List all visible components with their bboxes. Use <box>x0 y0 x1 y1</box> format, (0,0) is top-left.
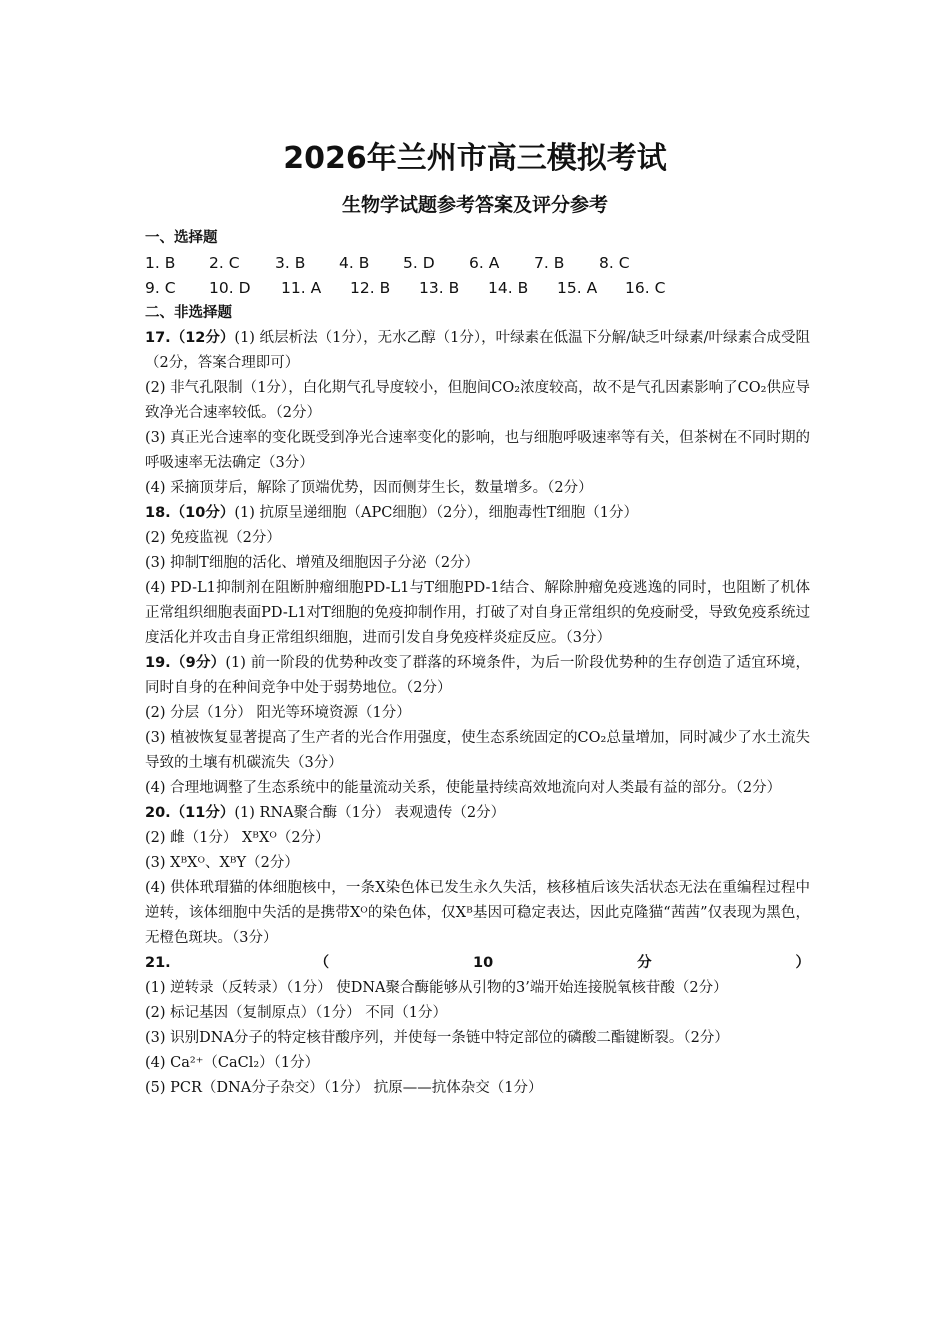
answer-text: (1) 抗原呈递细胞（APC细胞）（2分），细胞毒性T细胞（1分） <box>234 505 638 521</box>
choice-answer: 14. B <box>488 279 529 297</box>
question-number: 18.（10分） <box>145 505 235 521</box>
question-number: 21.（10分） <box>145 955 810 971</box>
section-heading-nonchoice: 二、非选择题 <box>145 305 232 321</box>
choice-answer: 13. B <box>419 279 460 297</box>
choice-answer: 16. C <box>625 279 666 297</box>
question-20-part-1 <box>145 801 810 826</box>
question-21-part-2: (2) 标记基因（复制原点）（1分） 不同（1分） <box>145 1005 447 1021</box>
choice-answer: 12. B <box>350 279 391 297</box>
question-21-part-5: (5) PCR（DNA分子杂交）（1分） 抗原——抗体杂交（1分） <box>145 1080 543 1096</box>
choice-answer: 7. B <box>534 254 565 272</box>
choice-answer: 6. A <box>469 254 500 272</box>
answer-content <box>145 226 810 1101</box>
answer-text: (1) 纸层析法（1分），无水乙醇（1分），叶绿素在低温下分解/缺乏叶绿素/叶绿素合成受阻（2分，答案合理即可） <box>145 330 810 371</box>
question-number: 17.（12分） <box>145 330 235 346</box>
choice-answer: 11. A <box>281 279 322 297</box>
answer-text: (1) RNA聚合酶（1分） 表观遗传（2分） <box>234 805 506 821</box>
question-18-part-4: (4) PD-L1抑制剂在阻断肿瘤细胞PD-L1与T细胞PD-1结合、解除肿瘤免疫逃逸的同时，也阻断了机体正常组织细胞表面PD-L1对T细胞的免疫抑制作用，打破了对自身正常组织的免疫耐受，导致免疫系统过度活化并攻击自身正常组织细胞，进而引发自身免疫样炎症反应。（3分） <box>145 580 810 646</box>
choice-answer: 9. C <box>145 279 176 297</box>
page-subtitle: 生物学试题参考答案及评分参考 <box>341 194 608 216</box>
question-18-part-3: (3) 抑制T细胞的活化、增殖及细胞因子分泌（2分） <box>145 555 480 571</box>
question-20-part-4: (4) 供体玳瑁猫的体细胞核中，一条X染色体已发生永久失活，核移植后该失活状态无法在重编程过程中逆转，该体细胞中失活的是携带Xᴼ的染色体，仅Xᴮ基因可稳定表达，因此克隆猫“茜茜”仅表现为黑色，无橙色斑块。（3分） <box>145 880 810 946</box>
question-17-part-2: (2) 非气孔限制（1分），白化期气孔导度较小，但胞间CO₂浓度较高，故不是气孔因素影响了CO₂供应导致净光合速率较低。（2分） <box>145 380 810 421</box>
question-20-part-2: (2) 雌（1分） XᴮXᴼ（2分） <box>145 830 330 846</box>
choice-answer: 3. B <box>275 254 306 272</box>
choice-answer: 5. D <box>403 254 435 272</box>
question-19-part-2: (2) 分层（1分） 阳光等环境资源（1分） <box>145 705 411 721</box>
answer-text: (1) 逆转录（反转录）（1分） 使DNA聚合酶能够从引物的3’端开始连接脱氧核苷酸（2分） <box>145 980 728 996</box>
choice-answer: 1. B <box>145 254 176 272</box>
question-17-part-3: (3) 真正光合速率的变化既受到净光合速率变化的影响，也与细胞呼吸速率等有关，但茶树在不同时期的呼吸速率无法确定（3分） <box>145 430 810 471</box>
choice-answer: 15. A <box>557 279 598 297</box>
question-18-part-1 <box>145 501 810 526</box>
question-number: 20.（11分） <box>145 805 235 821</box>
question-19-part-3: (3) 植被恢复显著提高了生产者的光合作用强度，使生态系统固定的CO₂总量增加，同时减少了水土流失导致的土壤有机碳流失（3分） <box>145 730 810 771</box>
question-number: 19.（9分） <box>145 655 226 671</box>
question-21-part-3: (3) 识别DNA分子的特定核苷酸序列，并使每一条链中特定部位的磷酸二酯键断裂。（2分） <box>145 1030 729 1046</box>
question-17-part-4: (4) 采摘顶芽后，解除了顶端优势，因而侧芽生长，数量增多。（2分） <box>145 480 593 496</box>
question-18-part-2: (2) 免疫监视（2分） <box>145 530 281 546</box>
question-21-part-1 <box>145 951 810 1001</box>
choice-answer: 4. B <box>339 254 370 272</box>
question-17-part-1 <box>145 326 810 376</box>
question-21-part-4: (4) Ca²⁺（CaCl₂）（1分） <box>145 1055 320 1071</box>
choice-answers-row-2 <box>145 276 810 301</box>
choice-answer: 10. D <box>209 279 251 297</box>
choice-answer: 8. C <box>599 254 630 272</box>
question-20-part-3: (3) XᴮXᴼ、XᴮY（2分） <box>145 855 299 871</box>
question-19-part-4: (4) 合理地调整了生态系统中的能量流动关系，使能量持续高效地流向对人类最有益的部分。（2分） <box>145 780 782 796</box>
section-heading-choice: 一、选择题 <box>145 230 218 246</box>
choice-answer: 2. C <box>209 254 240 272</box>
choice-answers-row-1 <box>145 251 810 276</box>
page-title: 2026年兰州市高三模拟考试 <box>283 141 667 176</box>
answer-text: (1) 前一阶段的优势种改变了群落的环境条件，为后一阶段优势种的生存创造了适宜环境，同时自身的在种间竞争中处于弱势地位。（2分） <box>145 655 810 696</box>
question-19-part-1 <box>145 651 810 701</box>
